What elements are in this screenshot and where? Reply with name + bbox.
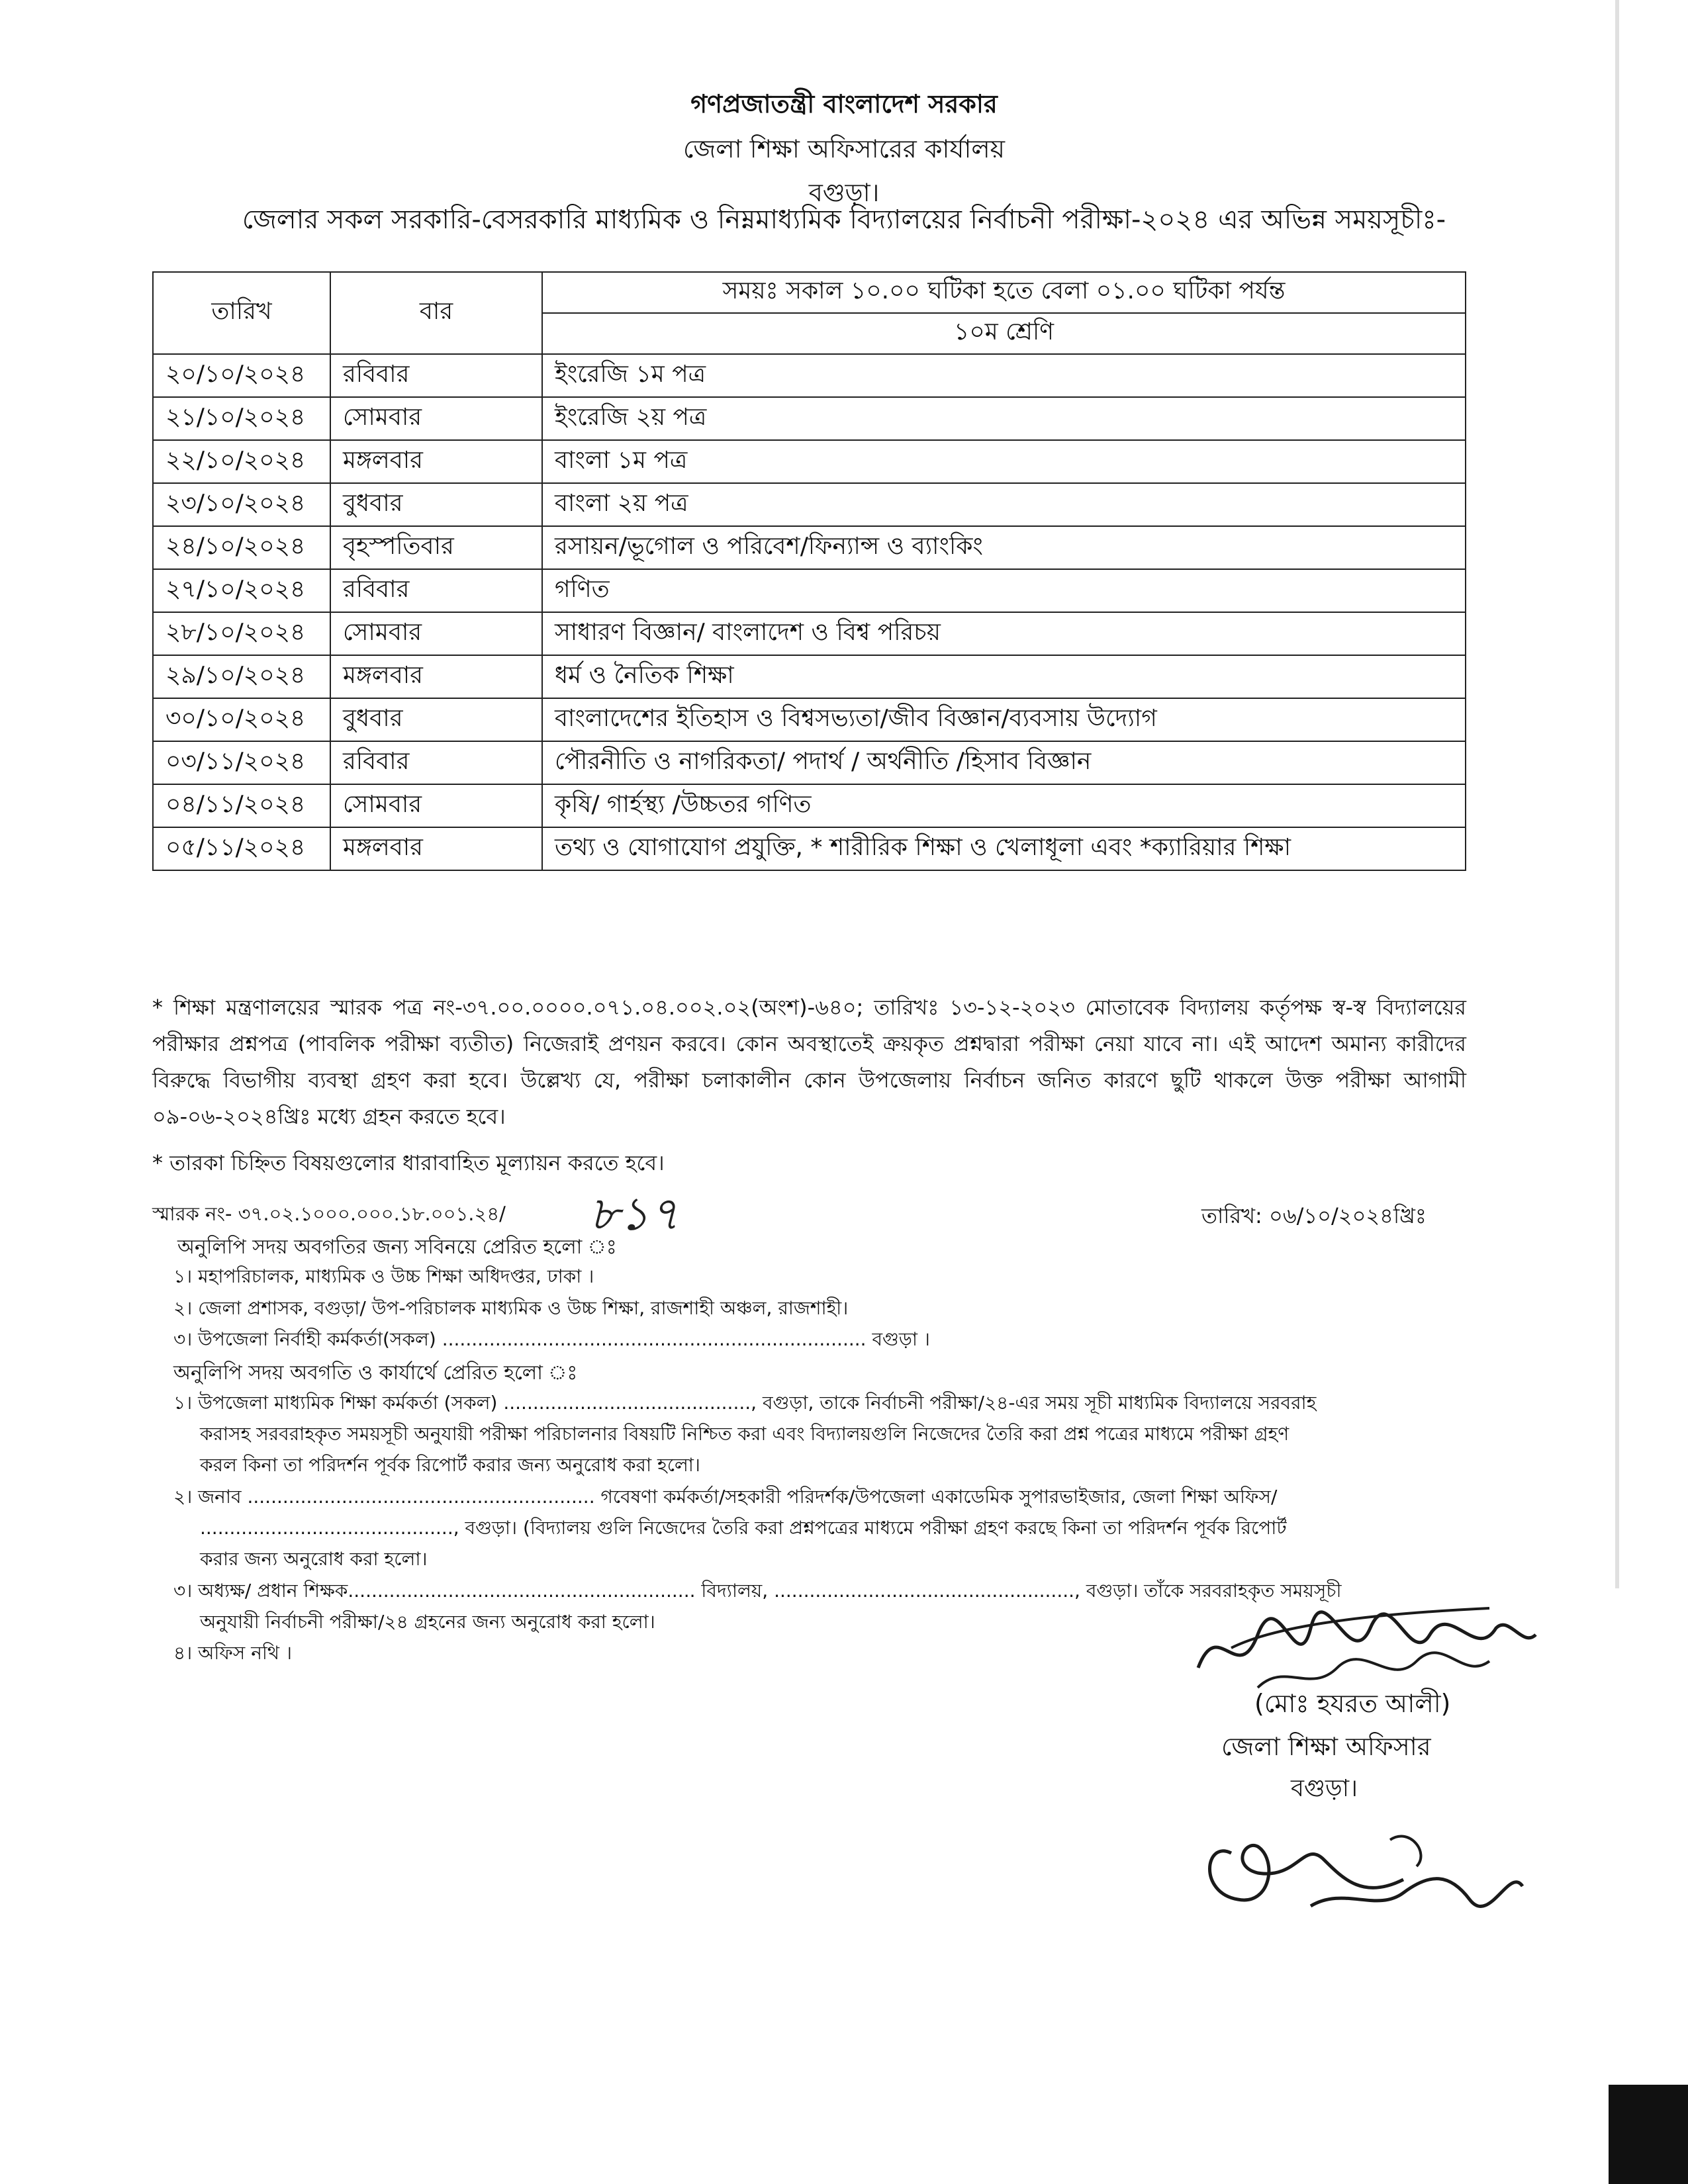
- row-date: ২২/১০/২০২৪: [153, 440, 330, 483]
- table-row: [153, 698, 1466, 741]
- table-row: [153, 397, 1466, 440]
- row-subject: সাধারণ বিজ্ঞান/ বাংলাদেশ ও বিশ্ব পরিচয়: [542, 612, 1466, 655]
- copies-action-item1-line3: করল কিনা তা পরিদর্শন পূর্বক রিপোর্ট করার জন্য অনুরোধ করা হলো।: [200, 1454, 700, 1476]
- table-row: [153, 569, 1466, 612]
- page-title: জেলার সকল সরকারি-বেসরকারি মাধ্যমিক ও নিম্নমাধ্যমিক বিদ্যালয়ের নির্বাচনী পরীক্ষা-২০২৪ এর অভিন্ন সময়সূচীঃ-: [242, 205, 1446, 235]
- row-subject: কৃষি/ গার্হস্থ্য /উচ্চতর গণিত: [542, 784, 1466, 827]
- header-date: তারিখ: [153, 272, 330, 354]
- table-row: [153, 440, 1466, 483]
- row-day: রবিবার: [330, 569, 542, 612]
- row-subject: বাংলা ১ম পত্র: [542, 440, 1466, 483]
- row-day: সোমবার: [330, 397, 542, 440]
- memo-date: তারিখ: ০৬/১০/২০২৪খ্রিঃ: [1201, 1203, 1427, 1228]
- row-day: বুধবার: [330, 698, 542, 741]
- row-date: ০৩/১১/২০২৪: [153, 741, 330, 784]
- scan-corner: [1609, 2085, 1688, 2184]
- header-govt: গণপ্রজাতন্ত্রী বাংলাদেশ সরকার: [690, 89, 998, 118]
- copies-action-item2-line1: ২। জনাব ........................................................... গবেষণা কর্মকর্তা/সহকারী পরিদর্শক/উপজেলা একাডেমিক সুপারভাইজার, জেলা শিক্ষা অফিস/: [173, 1486, 1278, 1508]
- row-date: ০৪/১১/২০২৪: [153, 784, 330, 827]
- row-date: ২৪/১০/২০২৪: [153, 526, 330, 569]
- copies-action-item2-line2: ..........................................., বগুড়া। (বিদ্যালয় গুলি নিজেদের তৈরি করা প্রশ্নপত্রের মাধ্যমে পরীক্ষা গ্রহণ করছে কিনা তা পরিদর্শন পূর্বক রিপোর্ট: [200, 1517, 1287, 1539]
- table-row: [153, 354, 1466, 397]
- header-class: ১০ম শ্রেণি: [542, 313, 1466, 354]
- row-date: ২০/১০/২০২৪: [153, 354, 330, 397]
- row-date: ২১/১০/২০২৪: [153, 397, 330, 440]
- memo-reference: স্মারক নং- ৩৭.০২.১০০০.০০০.১৮.০০১.২৪/: [152, 1203, 506, 1225]
- ministry-note: * শিক্ষা মন্ত্রণালয়ের স্মারক পত্র নং-৩৭.০০.০০০০.০৭১.০৪.০০২.০২(অংশ)-৬৪০; তারিখঃ ১৩-১২-২০২৩ মোতাবেক বিদ্যালয় কর্তৃপক্ষ স্ব-স্ব বিদ্যালয়ের পরীক্ষার প্রশ্নপত্র (পাবলিক পরীক্ষা ব্যতীত) নিজেরাই প্রণয়ন করবে। কোন অবস্থাতেই ক্রয়কৃত প্রশ্নদ্বারা পরীক্ষা নেয়া যাবে না। এই আদেশ অমান্য কারীদের বিরুদ্ধে বিভাগীয় ব্যবস্থা গ্রহণ করা হবে। উল্লেখ্য যে, পরীক্ষা চলাকালীন কোন উপজেলায় নির্বাচন জনিত কারণে ছুটি থাকলে উক্ত পরীক্ষা আগামী ০৯-০৬-২০২৪খ্রিঃ মধ্যে গ্রহন করতে হবে।: [152, 995, 1466, 1129]
- row-date: ২৮/১০/২০২৪: [153, 612, 330, 655]
- copies-info-item: ২। জেলা প্রশাসক, বগুড়া/ উপ-পরিচালক মাধ্যমিক ও উচ্চ শিক্ষা, রাজশাহী অঞ্চল, রাজশাহী।: [173, 1297, 849, 1319]
- row-date: ২৩/১০/২০২৪: [153, 483, 330, 526]
- row-day: রবিবার: [330, 354, 542, 397]
- initial-signature: [1192, 1800, 1536, 1933]
- header-time: সময়ঃ সকাল ১০.০০ ঘটিকা হতে বেলা ০১.০০ ঘটিকা পর্যন্ত: [542, 272, 1466, 313]
- row-subject: বাংলা ২য় পত্র: [542, 483, 1466, 526]
- table-row: [153, 526, 1466, 569]
- row-day: সোমবার: [330, 612, 542, 655]
- row-subject: ইংরেজি ২য় পত্র: [542, 397, 1466, 440]
- copies-action-heading: অনুলিপি সদয় অবগতি ও কার্যার্থে প্রেরিত হলো ঃ: [173, 1361, 578, 1385]
- officer-designation: জেলা শিক্ষা অফিসার: [1221, 1732, 1431, 1761]
- schedule-table: [152, 271, 1466, 871]
- copies-action-item4: ৪। অফিস নথি ।: [173, 1642, 292, 1664]
- header-office: জেলা শিক্ষা অফিসারের কার্যালয়: [682, 134, 1006, 163]
- memo-handwritten-number: ৮১৭: [589, 1187, 680, 1241]
- header-district: বগুড়া।: [808, 178, 880, 207]
- table-row: [153, 784, 1466, 827]
- copies-info-item: ১। মহাপরিচালক, মাধ্যমিক ও উচ্চ শিক্ষা অধিদপ্তর, ঢাকা ।: [173, 1265, 594, 1287]
- row-subject: বাংলাদেশের ইতিহাস ও বিশ্বসভ্যতা/জীব বিজ্ঞান/ব্যবসায় উদ্যোগ: [542, 698, 1466, 741]
- row-subject: রসায়ন/ভূগোল ও পরিবেশ/ফিন্যান্স ও ব্যাংকিং: [542, 526, 1466, 569]
- copies-action-item3-line1: ৩। অধ্যক্ষ/ প্রধান শিক্ষক........................................................... বিদ্যালয়, ..................................................., বগুড়া। তাঁকে সরবরাহকৃত সময়সূচী: [173, 1580, 1342, 1602]
- row-date: ২৭/১০/২০২৪: [153, 569, 330, 612]
- row-subject: ধর্ম ও নৈতিক শিক্ষা: [542, 655, 1466, 698]
- header-day: বার: [330, 272, 542, 354]
- row-day: বৃহস্পতিবার: [330, 526, 542, 569]
- row-subject: তথ্য ও যোগাযোগ প্রযুক্তি, * শারীরিক শিক্ষা ও খেলাধূলা এবং *ক্যারিয়ার শিক্ষা: [542, 827, 1466, 870]
- officer-place: বগুড়া।: [1291, 1775, 1358, 1802]
- copies-action-item1-line2: করাসহ সরবরাহকৃত সময়সূচী অনুযায়ী পরীক্ষা পরিচালনার বিষয়টি নিশ্চিত করা এবং বিদ্যালয়গুলি নিজেদের তৈরি করা প্রশ্ন পত্রের মাধ্যমে পরীক্ষা গ্রহণ: [200, 1423, 1289, 1445]
- row-day: মঙ্গলবার: [330, 440, 542, 483]
- copies-action-item2-line3: করার জন্য অনুরোধ করা হলো।: [200, 1548, 428, 1570]
- table-row: [153, 483, 1466, 526]
- table-row: [153, 655, 1466, 698]
- row-day: মঙ্গলবার: [330, 827, 542, 870]
- table-row: [153, 741, 1466, 784]
- copies-info-item: ৩। উপজেলা নির্বাহী কর্মকর্তা(সকল) ........................................................................ বগুড়া ।: [173, 1328, 930, 1350]
- officer-name: (মোঃ হযরত আলী): [1254, 1689, 1451, 1718]
- copies-info-heading: অনুলিপি সদয় অবগতির জন্য সবিনয়ে প্রেরিত হলো ঃ: [177, 1236, 617, 1259]
- row-subject: ইংরেজি ১ম পত্র: [542, 354, 1466, 397]
- copies-action-item3-line2: অনুযায়ী নির্বাচনী পরীক্ষা/২৪ গ্রহনের জন্য অনুরোধ করা হলো।: [200, 1611, 655, 1633]
- row-day: রবিবার: [330, 741, 542, 784]
- row-date: ২৯/১০/২০২৪: [153, 655, 330, 698]
- row-date: ০৫/১১/২০২৪: [153, 827, 330, 870]
- row-date: ৩০/১০/২০২৪: [153, 698, 330, 741]
- scan-edge: [1615, 0, 1619, 1588]
- asterisk-note: * তারকা চিহ্নিত বিষয়গুলোর ধারাবাহিত মূল্যায়ন করতে হবে।: [152, 1150, 665, 1175]
- row-day: মঙ্গলবার: [330, 655, 542, 698]
- table-row: [153, 827, 1466, 870]
- row-day: বুধবার: [330, 483, 542, 526]
- copies-action-item1-line1: ১। উপজেলা মাধ্যমিক শিক্ষা কর্মকর্তা (সকল) .........................................., বগুড়া, তাকে নির্বাচনী পরীক্ষা/২৪-এর সময় সূচী মাধ্যমিক বিদ্যালয়ে সরবরাহ: [173, 1392, 1317, 1414]
- table-row: [153, 612, 1466, 655]
- row-subject: পৌরনীতি ও নাগরিকতা/ পদার্থ / অর্থনীতি /হিসাব বিজ্ঞান: [542, 741, 1466, 784]
- row-day: সোমবার: [330, 784, 542, 827]
- row-subject: গণিত: [542, 569, 1466, 612]
